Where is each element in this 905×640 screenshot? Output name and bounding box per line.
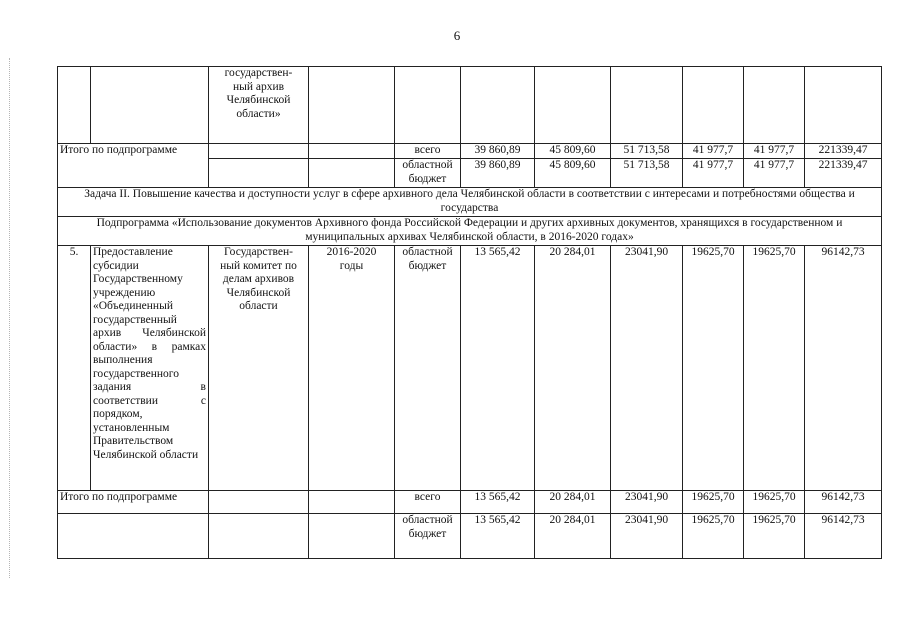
scan-margin-line bbox=[9, 58, 10, 578]
cell-value-total: 221339,47 bbox=[805, 159, 882, 188]
cell-source bbox=[395, 67, 461, 144]
table-row-item-5 bbox=[58, 246, 882, 491]
cell-period bbox=[309, 67, 395, 144]
cell-value-total: 96142,73 bbox=[805, 514, 882, 559]
table-row-subtotal-1-total bbox=[58, 144, 882, 159]
cell-description: Предоставление субсидии Государственному учреждению «Объединенный государственный архив Челябинской области» в рамках выполнения государственного задания в соответствии с порядком, установленным Правительством Челябинской области bbox=[91, 246, 209, 491]
cell-number: 5. bbox=[58, 246, 91, 491]
cell-source: областной бюджет bbox=[395, 159, 461, 188]
cell-value-2016: 13 565,42 bbox=[461, 514, 535, 559]
cell-executor bbox=[209, 491, 309, 514]
cell-value-2016: 13 565,42 bbox=[461, 246, 535, 491]
cell-value-2019: 19625,70 bbox=[683, 514, 744, 559]
cell-source: областной бюджет bbox=[395, 514, 461, 559]
subtotal-label-blank bbox=[58, 514, 209, 559]
cell-value-2017: 20 284,01 bbox=[535, 514, 611, 559]
cell-value-2019: 41 977,7 bbox=[683, 159, 744, 188]
cell-description bbox=[91, 67, 209, 144]
cell-value-2020: 19625,70 bbox=[744, 491, 805, 514]
cell-value-total bbox=[805, 67, 882, 144]
cell-value-2016: 13 565,42 bbox=[461, 491, 535, 514]
cell-source: всего bbox=[395, 144, 461, 159]
cell-value-2020 bbox=[744, 67, 805, 144]
cell-value-2019: 41 977,7 bbox=[683, 144, 744, 159]
cell-value-2018: 23041,90 bbox=[611, 491, 683, 514]
cell-source: всего bbox=[395, 491, 461, 514]
cell-value-2019: 19625,70 bbox=[683, 491, 744, 514]
subtotal-label: Итого по подпрограмме bbox=[58, 144, 209, 159]
cell-value-2019: 19625,70 bbox=[683, 246, 744, 491]
cell-value-total: 96142,73 bbox=[805, 491, 882, 514]
cell-value-total: 221339,47 bbox=[805, 144, 882, 159]
cell-value-2018: 51 713,58 bbox=[611, 144, 683, 159]
table-row-subtotal-1-regional bbox=[58, 159, 882, 188]
page-number: 6 bbox=[453, 28, 461, 43]
cell-number bbox=[58, 67, 91, 144]
cell-value-2016 bbox=[461, 67, 535, 144]
cell-executor: государствен- ный архив Челябинской области» bbox=[209, 67, 309, 144]
cell-executor bbox=[209, 514, 309, 559]
table-row-subtotal-2-total bbox=[58, 491, 882, 514]
cell-value-2018: 23041,90 bbox=[611, 246, 683, 491]
table-row-subprogram-heading bbox=[58, 217, 882, 246]
cell-period bbox=[309, 491, 395, 514]
cell-value-2017: 45 809,60 bbox=[535, 159, 611, 188]
cell-value-2020: 41 977,7 bbox=[744, 144, 805, 159]
cell-value-2016: 39 860,89 bbox=[461, 159, 535, 188]
cell-value-2017: 45 809,60 bbox=[535, 144, 611, 159]
table-row-task-heading bbox=[58, 188, 882, 217]
subtotal-label: Итого по подпрограмме bbox=[58, 491, 209, 514]
cell-value-2020: 19625,70 bbox=[744, 246, 805, 491]
cell-value-2018: 51 713,58 bbox=[611, 159, 683, 188]
cell-value-2020: 19625,70 bbox=[744, 514, 805, 559]
task-heading: Задача II. Повышение качества и доступности услуг в сфере архивного дела Челябинской области в соответствии с интересами и потребностями общества и государства bbox=[58, 188, 882, 217]
subtotal-label-blank bbox=[58, 159, 209, 188]
budget-table bbox=[57, 66, 882, 559]
cell-executor: Государствен- ный комитет по делам архивов Челябинской области bbox=[209, 246, 309, 491]
cell-executor bbox=[209, 144, 309, 159]
cell-period bbox=[309, 144, 395, 159]
subprogram-heading: Подпрограмма «Использование документов Архивного фонда Российской Федерации и других архивных документов, хранящихся в государственном и муниципальных архивах Челябинской области, в 2016-2020 годах» bbox=[58, 217, 882, 246]
cell-period: 2016-2020 годы bbox=[309, 246, 395, 491]
cell-value-2019 bbox=[683, 67, 744, 144]
table-row-subtotal-2-regional bbox=[58, 514, 882, 559]
cell-period bbox=[309, 159, 395, 188]
table-row-archive-continuation bbox=[58, 67, 882, 144]
cell-value-2017 bbox=[535, 67, 611, 144]
cell-value-2017: 20 284,01 bbox=[535, 491, 611, 514]
cell-value-2016: 39 860,89 bbox=[461, 144, 535, 159]
cell-value-2020: 41 977,7 bbox=[744, 159, 805, 188]
cell-value-2018 bbox=[611, 67, 683, 144]
cell-period bbox=[309, 514, 395, 559]
cell-value-2017: 20 284,01 bbox=[535, 246, 611, 491]
cell-value-2018: 23041,90 bbox=[611, 514, 683, 559]
cell-value-total: 96142,73 bbox=[805, 246, 882, 491]
cell-source: областной бюджет bbox=[395, 246, 461, 491]
cell-executor bbox=[209, 159, 309, 188]
